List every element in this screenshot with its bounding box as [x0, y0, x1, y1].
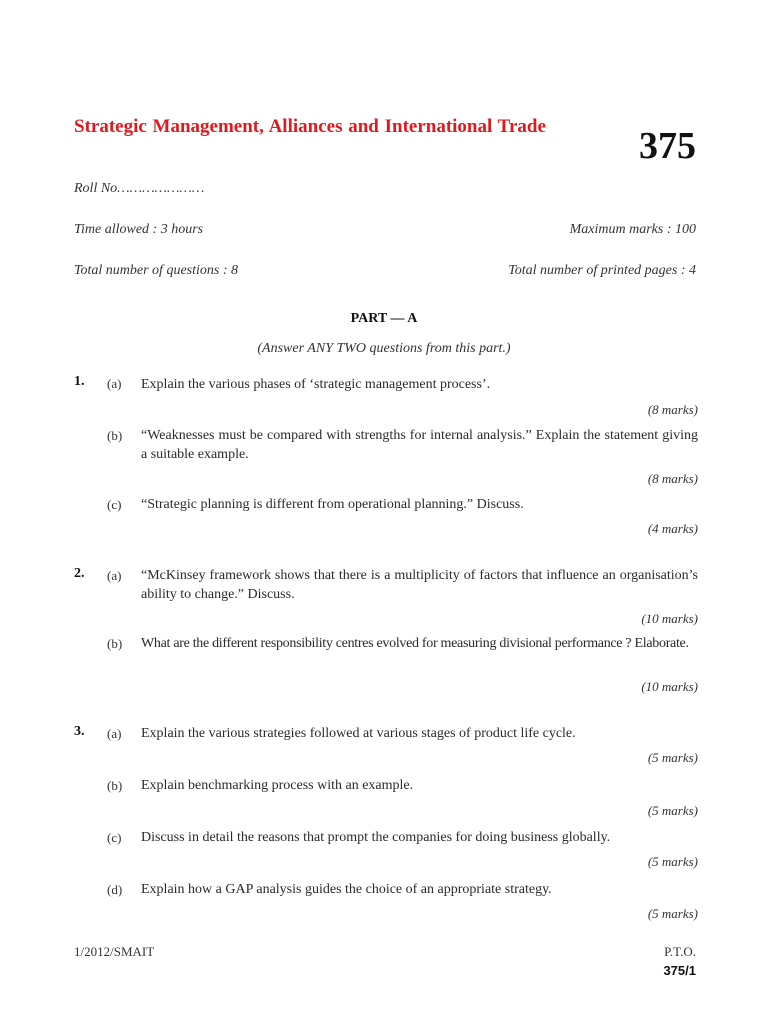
marks-label: (5 marks): [647, 906, 698, 921]
footer-code: 1/2012/SMAIT: [74, 944, 155, 959]
marks-label: (5 marks): [647, 750, 698, 765]
subquestion-text: “McKinsey framework shows that there is a multiplicity of factors that influence an organisation’s ability to change.” Discuss.: [141, 568, 698, 602]
paper-title: Strategic Management, Alliances and International Trade: [74, 116, 546, 137]
total-printed-pages: Total number of printed pages : 4: [508, 263, 696, 278]
part-instruction: (Answer ANY TWO questions from this part.): [257, 341, 511, 356]
marks-label: (8 marks): [647, 471, 698, 486]
subquestion-label: (a): [107, 568, 122, 583]
subquestion-label: (b): [107, 428, 123, 443]
subquestion-label: (a): [107, 376, 122, 391]
subquestion-text: What are the different responsibility centres evolved for measuring divisional performance ? Elaborate.: [141, 636, 689, 651]
subquestion-label: (b): [107, 636, 123, 651]
subquestion-label: (a): [107, 726, 122, 741]
time-allowed: Time allowed : 3 hours: [74, 222, 204, 237]
subquestion-label: (b): [107, 778, 123, 793]
subquestion-text: Explain benchmarking process with an example.: [141, 778, 414, 793]
subquestion-text: Discuss in detail the reasons that prompt the companies for doing business globally.: [141, 830, 611, 845]
subquestion-label: (c): [107, 497, 122, 512]
maximum-marks: Maximum marks : 100: [569, 222, 696, 237]
total-questions: Total number of questions : 8: [74, 263, 238, 278]
paper-code: 375: [639, 125, 696, 167]
marks-label: (8 marks): [647, 402, 698, 417]
marks-label: (10 marks): [641, 611, 698, 626]
roll-no: Roll No…………………: [74, 181, 205, 196]
marks-label: (4 marks): [647, 521, 698, 536]
footer-page-number: 375/1: [663, 963, 696, 978]
footer-pto: P.T.O.: [664, 944, 696, 959]
question-number: 2.: [74, 566, 85, 581]
marks-label: (10 marks): [641, 679, 698, 694]
part-heading: PART — A: [350, 311, 418, 326]
marks-label: (5 marks): [647, 854, 698, 869]
subquestion-text: “Strategic planning is different from operational planning.” Discuss.: [141, 497, 524, 512]
question-number: 3.: [74, 724, 85, 739]
subquestion-text: Explain the various strategies followed at various stages of product life cycle.: [141, 726, 576, 741]
marks-label: (5 marks): [647, 803, 698, 818]
subquestion-text: Explain how a GAP analysis guides the choice of an appropriate strategy.: [141, 882, 552, 897]
subquestion-label: (c): [107, 830, 122, 845]
subquestion-text: “Weaknesses must be compared with strengths for internal analysis.” Explain the statement giving a suitable example.: [141, 428, 698, 462]
subquestion-text: Explain the various phases of ‘strategic management process’.: [141, 377, 491, 392]
subquestion-label: (d): [107, 882, 123, 897]
question-number: 1.: [74, 374, 85, 389]
